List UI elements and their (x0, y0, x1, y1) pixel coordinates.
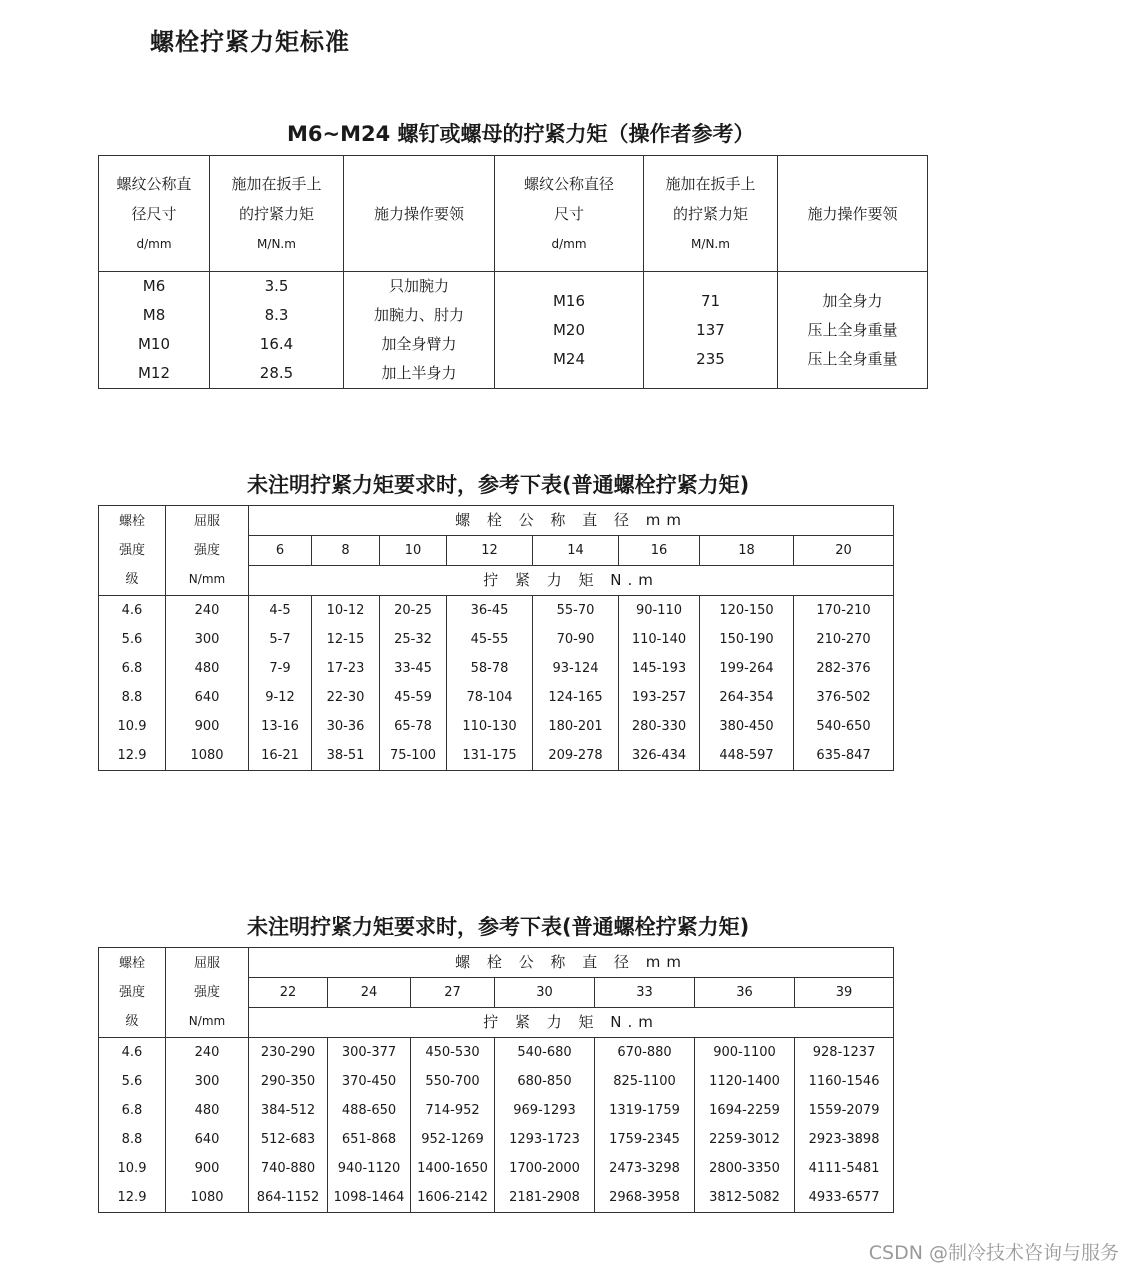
t1-left-torques (210, 272, 344, 389)
t2-cell: 193-257 (631, 690, 687, 705)
t2-cell: 65-78 (394, 719, 432, 734)
t2-col-10 (380, 596, 447, 771)
t3-grade: 12.9 (117, 1190, 147, 1205)
t1-head-torque-l1: 施加在扳手上 (231, 174, 322, 193)
t2-yield-header-l1: 屈服 (193, 514, 220, 529)
t3-cell: 670-880 (617, 1045, 672, 1060)
t1-torque: 137 (696, 320, 725, 339)
t2-cell: 635-847 (816, 748, 871, 763)
t2-grade: 4.6 (121, 603, 143, 618)
t2-grade: 10.9 (117, 719, 147, 734)
t2-cell: 20-25 (394, 603, 432, 618)
t3-grade-header-l3: 级 (125, 1014, 139, 1029)
t2-cell: 110-140 (631, 632, 687, 647)
t1-torque: 235 (696, 349, 725, 368)
t3-cell: 1759-2345 (609, 1132, 680, 1147)
t3-grade-header-l2: 强度 (118, 985, 145, 1000)
t3-yield: 900 (194, 1161, 220, 1176)
t3-col-39 (795, 1038, 894, 1213)
t1-left-methods (344, 272, 495, 389)
t2-yield-unit-text: N/mm (188, 572, 226, 586)
t2-diameter: 6 (249, 536, 312, 566)
t3-yield: 240 (194, 1045, 220, 1060)
t2-diameter: 12 (447, 536, 533, 566)
t1-size: M16 (552, 291, 586, 310)
t3-torque-label: 拧 紧 力 矩 N.m (249, 1008, 894, 1038)
t1-head-diam (99, 156, 210, 272)
t1-head-torque-l3: M/N.m (257, 236, 296, 251)
t1-head-diam2 (495, 156, 644, 272)
t3-cell: 1400-1650 (417, 1161, 488, 1176)
t2-cell: 12-15 (326, 632, 365, 647)
t1-head-torque2 (644, 156, 778, 272)
t3-diameter: 39 (795, 978, 894, 1008)
t3-grade: 4.6 (121, 1045, 143, 1060)
t2-diameter: 16 (619, 536, 700, 566)
table3-title: 未注明拧紧力矩要求时，参考下表(普通螺栓拧紧力矩) (247, 915, 750, 939)
t3-cell: 450-530 (425, 1045, 480, 1060)
t3-cell: 928-1237 (812, 1045, 876, 1060)
t2-torque-label: 拧 紧 力 矩 N.m (249, 566, 894, 596)
t3-yield-unit-text: N/mm (188, 1014, 226, 1028)
t1-head-diam2-l3: d/mm (551, 236, 587, 251)
t2-cell: 45-55 (470, 632, 509, 647)
t3-cell: 384-512 (260, 1103, 316, 1118)
t3-yield: 640 (194, 1132, 220, 1147)
t3-body-row (99, 1038, 894, 1213)
t1-method: 加全身力 (822, 291, 883, 310)
t3-diameter: 30 (495, 978, 595, 1008)
t3-col-22 (249, 1038, 328, 1213)
t1-method: 压上全身重量 (807, 349, 898, 368)
t2-grade-header-l2: 强度 (118, 543, 145, 558)
table1-title: M6~M24 螺钉或螺母的拧紧力矩（操作者参考） (287, 122, 755, 146)
t2-cell: 90-110 (635, 603, 683, 618)
table1 (98, 155, 928, 389)
t2-col-16 (619, 596, 700, 771)
t3-grade-col (99, 1038, 166, 1213)
t2-yield: 640 (194, 690, 220, 705)
t2-cell: 264-354 (719, 690, 774, 705)
t3-grade: 6.8 (121, 1103, 143, 1118)
t2-grade-header-l1: 螺栓 (118, 514, 145, 529)
t3-cell: 1606-2142 (417, 1190, 488, 1205)
table1-header-row (99, 156, 928, 272)
t1-method: 加全身臂力 (381, 335, 457, 353)
t3-cell: 290-350 (260, 1074, 316, 1089)
t2-cell: 5-7 (269, 632, 291, 647)
t2-cell: 78-104 (466, 690, 513, 705)
t3-cell: 714-952 (425, 1103, 480, 1118)
t1-size: M20 (552, 320, 586, 339)
t2-col-8 (312, 596, 380, 771)
t3-col-36 (695, 1038, 795, 1213)
t3-cell: 2968-3958 (609, 1190, 680, 1205)
t1-head-method: 施力操作要领 (344, 156, 495, 272)
t3-cell: 2800-3350 (709, 1161, 780, 1176)
t2-cell: 540-650 (816, 719, 871, 734)
t3-cell: 1098-1464 (333, 1190, 405, 1205)
t3-grade-header (99, 948, 166, 1038)
t3-cell: 2473-3298 (609, 1161, 680, 1176)
t1-method: 加上半身力 (381, 364, 457, 382)
t1-right-torques (644, 272, 778, 389)
t3-cell: 900-1100 (713, 1045, 776, 1060)
t3-cell: 825-1100 (613, 1074, 676, 1089)
t3-diameter: 36 (695, 978, 795, 1008)
t2-cell: 58-78 (470, 661, 509, 676)
t3-cell: 1700-2000 (509, 1161, 580, 1176)
t3-cell: 740-880 (260, 1161, 316, 1176)
t3-yield-unit (166, 1007, 248, 1036)
t2-header-row-1 (99, 506, 894, 536)
t1-torque: 71 (700, 291, 721, 310)
t1-method: 只加腕力 (388, 277, 449, 295)
t3-cell: 680-850 (517, 1074, 572, 1089)
t3-cell: 969-1293 (513, 1103, 576, 1118)
t3-cell: 2181-2908 (509, 1190, 580, 1205)
t3-cell: 1160-1546 (808, 1074, 880, 1089)
t2-yield-unit (166, 565, 248, 594)
t2-cell: 326-434 (631, 748, 687, 763)
t2-cell: 38-51 (326, 748, 365, 763)
t2-yield: 300 (194, 632, 220, 647)
t2-cell: 16-21 (261, 748, 299, 763)
t2-yield-col (166, 596, 249, 771)
t3-grade: 8.8 (121, 1132, 143, 1147)
t3-yield-header (166, 948, 249, 1038)
t2-cell: 70-90 (556, 632, 595, 647)
t1-head-torque-l2: 的拧紧力矩 (238, 204, 314, 223)
t3-cell: 4933-6577 (808, 1190, 880, 1205)
t1-head-diam-l2: 径尺寸 (131, 204, 177, 223)
t2-cell: 282-376 (816, 661, 871, 676)
t2-cell: 13-16 (261, 719, 299, 734)
t1-torque: 8.3 (264, 306, 289, 324)
t3-diameter: 33 (595, 978, 695, 1008)
t1-torque: 28.5 (259, 364, 294, 382)
t2-col-6 (249, 596, 312, 771)
t2-col-14 (533, 596, 619, 771)
t3-cell: 1319-1759 (609, 1103, 680, 1118)
t3-col-30 (495, 1038, 595, 1213)
t3-cell: 370-450 (341, 1074, 397, 1089)
t3-cell: 512-683 (260, 1132, 316, 1147)
t3-cell: 1559-2079 (808, 1103, 880, 1118)
t1-left-sizes (99, 272, 210, 389)
t2-cell: 145-193 (631, 661, 687, 676)
t3-diameter: 27 (411, 978, 495, 1008)
t3-cell: 3812-5082 (709, 1190, 780, 1205)
t1-head-torque2-l1: 施加在扳手上 (665, 174, 756, 193)
t1-head-torque2-l3: M/N.m (691, 236, 730, 251)
t3-cell: 540-680 (517, 1045, 572, 1060)
table3 (98, 947, 894, 1213)
t1-size: M12 (137, 364, 171, 382)
page-title: 螺栓拧紧力矩标准 (150, 28, 350, 56)
t1-size: M8 (142, 306, 166, 324)
t2-cell: 110-130 (462, 719, 517, 734)
t2-diameter: 8 (312, 536, 380, 566)
t2-cell: 4-5 (269, 603, 291, 618)
t2-cell: 22-30 (326, 690, 365, 705)
t3-cell: 1694-2259 (709, 1103, 780, 1118)
t3-grade: 10.9 (117, 1161, 147, 1176)
t1-head-diam-l1: 螺纹公称直 (116, 174, 192, 193)
t2-diameter-label: 螺 栓 公 称 直 径 mm (249, 506, 894, 536)
t2-cell: 120-150 (719, 603, 774, 618)
table1-body-row (99, 272, 928, 389)
t2-yield-header-l2: 强度 (193, 543, 220, 558)
table2-title: 未注明拧紧力矩要求时，参考下表(普通螺栓拧紧力矩) (247, 473, 750, 497)
t2-cell: 25-32 (394, 632, 432, 647)
t1-right-methods (778, 272, 928, 389)
t2-yield: 900 (194, 719, 220, 734)
t2-cell: 199-264 (719, 661, 774, 676)
t3-cell: 2923-3898 (808, 1132, 880, 1147)
t1-torque: 3.5 (264, 277, 289, 295)
t3-grade: 5.6 (121, 1074, 143, 1089)
t1-head-torque2-l2: 的拧紧力矩 (672, 204, 748, 223)
t2-diameter: 18 (700, 536, 794, 566)
t3-diameter: 22 (249, 978, 328, 1008)
t2-diameter: 20 (794, 536, 894, 566)
t2-grade-col (99, 596, 166, 771)
t1-head-diam2-l2: 尺寸 (553, 204, 584, 223)
t2-grade-header-l3: 级 (125, 572, 139, 587)
t2-cell: 55-70 (556, 603, 595, 618)
t3-cell: 1120-1400 (709, 1074, 780, 1089)
t1-head-method2: 施力操作要领 (778, 156, 928, 272)
t2-col-18 (700, 596, 794, 771)
t1-head-diam2-l1: 螺纹公称直径 (523, 174, 614, 193)
t2-yield-unit-sup (166, 591, 248, 596)
t2-grade: 5.6 (121, 632, 143, 647)
t2-grade: 12.9 (117, 748, 147, 763)
t3-cell: 952-1269 (421, 1132, 484, 1147)
t1-right-sizes (495, 272, 644, 389)
t2-diameter: 14 (533, 536, 619, 566)
t3-col-33 (595, 1038, 695, 1213)
t2-yield: 240 (194, 603, 220, 618)
t2-cell: 150-190 (719, 632, 774, 647)
t1-head-torque (210, 156, 344, 272)
t3-yield-col (166, 1038, 249, 1213)
t1-torque: 16.4 (259, 335, 294, 353)
t1-size: M24 (552, 349, 586, 368)
t3-cell: 1293-1723 (509, 1132, 580, 1147)
table2 (98, 505, 894, 771)
t2-grade-header (99, 506, 166, 596)
t2-body-row (99, 596, 894, 771)
t1-method: 加腕力、肘力 (373, 306, 464, 324)
t1-method: 压上全身重量 (807, 320, 898, 339)
watermark: CSDN @制冷技术咨询与服务 (868, 1242, 1119, 1264)
t1-size: M10 (137, 335, 171, 353)
t2-cell: 380-450 (719, 719, 774, 734)
t3-cell: 4111-5481 (808, 1161, 880, 1176)
t2-cell: 30-36 (326, 719, 365, 734)
t2-grade: 8.8 (121, 690, 143, 705)
t3-diameter: 24 (328, 978, 411, 1008)
t2-cell: 209-278 (548, 748, 603, 763)
t3-grade-header-l1: 螺栓 (118, 956, 145, 971)
t2-cell: 36-45 (470, 603, 509, 618)
t3-yield-header-l1: 屈服 (193, 956, 220, 971)
t3-cell: 2259-3012 (709, 1132, 780, 1147)
t3-cell: 300-377 (341, 1045, 397, 1060)
t2-cell: 33-45 (394, 661, 432, 676)
t3-header-row-1 (99, 948, 894, 978)
t2-yield-header (166, 506, 249, 596)
t3-col-27 (411, 1038, 495, 1213)
t3-yield: 300 (194, 1074, 220, 1089)
t2-yield: 480 (194, 661, 220, 676)
t2-cell: 93-124 (552, 661, 599, 676)
t2-col-20 (794, 596, 894, 771)
t3-yield-header-l2: 强度 (193, 985, 220, 1000)
t3-cell: 488-650 (341, 1103, 397, 1118)
t2-cell: 45-59 (394, 690, 432, 705)
t2-cell: 9-12 (265, 690, 295, 705)
t2-col-12 (447, 596, 533, 771)
t2-diameter: 10 (380, 536, 447, 566)
t2-cell: 10-12 (326, 603, 365, 618)
t2-cell: 376-502 (816, 690, 871, 705)
t2-yield: 1080 (190, 748, 224, 763)
t2-cell: 124-165 (548, 690, 603, 705)
t3-cell: 940-1120 (337, 1161, 401, 1176)
t2-cell: 210-270 (816, 632, 871, 647)
t2-cell: 170-210 (816, 603, 871, 618)
t2-cell: 280-330 (631, 719, 687, 734)
t1-head-diam-l3: d/mm (136, 236, 172, 251)
t3-diameter-label: 螺 栓 公 称 直 径 mm (249, 948, 894, 978)
t3-yield: 480 (194, 1103, 220, 1118)
t2-cell: 7-9 (269, 661, 291, 676)
t2-cell: 17-23 (326, 661, 365, 676)
t3-yield-unit-sup (166, 1033, 248, 1038)
t2-cell: 75-100 (389, 748, 437, 763)
t3-cell: 230-290 (260, 1045, 316, 1060)
t3-cell: 651-868 (341, 1132, 397, 1147)
t2-cell: 180-201 (548, 719, 603, 734)
t3-yield: 1080 (190, 1190, 224, 1205)
t3-col-24 (328, 1038, 411, 1213)
t2-cell: 448-597 (719, 748, 774, 763)
t2-grade: 6.8 (121, 661, 143, 676)
t2-cell: 131-175 (462, 748, 517, 763)
t3-cell: 864-1152 (256, 1190, 320, 1205)
t3-cell: 550-700 (425, 1074, 480, 1089)
t1-size: M6 (142, 277, 166, 295)
